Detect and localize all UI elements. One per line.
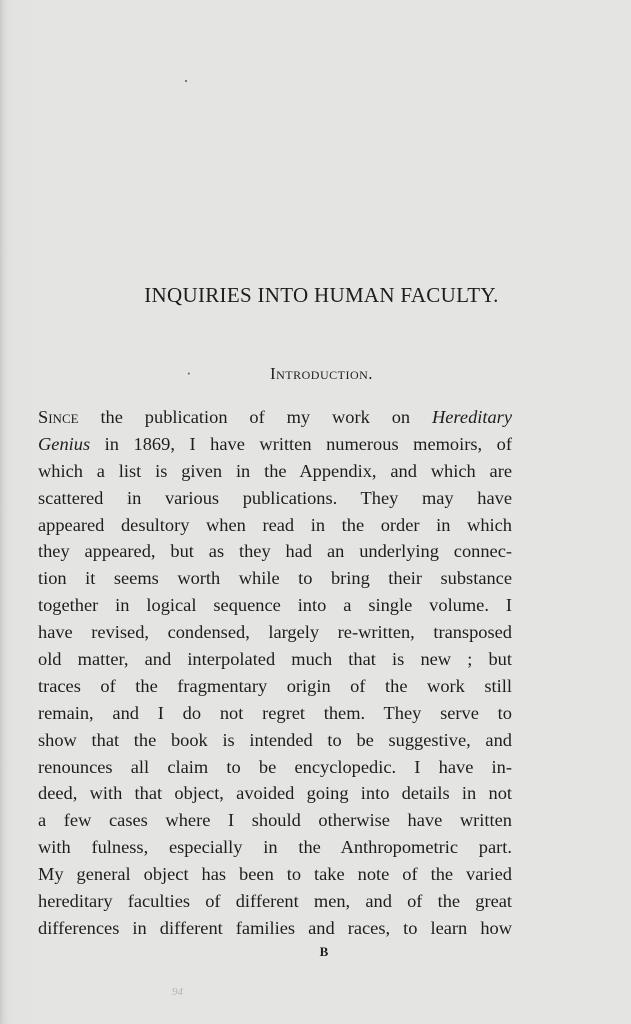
italic-text: Genius xyxy=(38,433,91,454)
signature-mark: B xyxy=(319,944,330,959)
text-run: they appeared, but as they had an underlying connec- xyxy=(38,541,512,562)
text-run: tion it seems worth while to bring their substance xyxy=(38,568,512,589)
text-line xyxy=(38,458,512,485)
text-line xyxy=(38,888,512,915)
text-run: the publication of my work on xyxy=(78,407,432,427)
text-run: renounces all claim to be encyclopedic. I have in- xyxy=(38,756,512,777)
text-line xyxy=(38,404,512,431)
text-line xyxy=(38,754,512,781)
text-run: My general object has been to take note of the varied xyxy=(38,864,512,885)
text-run: traces of the fragmentary origin of the work still xyxy=(38,675,512,696)
ink-speck xyxy=(185,80,187,82)
text-line xyxy=(38,619,512,646)
section-heading-text: Introduction. xyxy=(269,364,374,383)
text-run: appeared desultory when read in the order in which xyxy=(38,514,512,535)
small-caps-text: Since xyxy=(38,407,79,427)
text-line xyxy=(38,700,512,727)
text-line xyxy=(38,807,512,834)
text-line xyxy=(38,673,512,700)
page-title: INQUIRIES INTO HUMAN FACULTY. xyxy=(144,283,499,307)
pencil-mark: 94 xyxy=(172,986,183,998)
text-run: in 1869, I have written numerous memoirs, of xyxy=(90,433,512,454)
text-run: scattered in various publications. They may have xyxy=(38,487,512,508)
text-line xyxy=(38,861,512,888)
text-run: with fulness, especially in the Anthropometric part. xyxy=(38,837,512,858)
text-line xyxy=(38,512,512,539)
section-heading xyxy=(0,364,631,384)
text-line xyxy=(38,915,512,942)
text-run: which a list is given in the Appendix, and which are xyxy=(38,460,512,481)
text-run: hereditary faculties of different men, and of the great xyxy=(38,891,512,912)
text-run: a few cases where I should otherwise have written xyxy=(38,810,512,831)
section-mark: · xyxy=(186,364,193,383)
text-line xyxy=(38,727,512,754)
text-run: remain, and I do not regret them. They serve to xyxy=(38,702,512,723)
text-line xyxy=(38,780,512,807)
text-line xyxy=(38,565,512,592)
text-run: show that the book is intended to be suggestive, and xyxy=(38,729,512,750)
text-line xyxy=(38,485,512,512)
text-line xyxy=(38,431,512,458)
text-run: differences in different families and races, to learn how xyxy=(38,917,512,938)
text-line xyxy=(38,834,512,861)
italic-text: Hereditary xyxy=(431,407,512,427)
text-line xyxy=(38,538,512,565)
text-run: deed, with that object, avoided going into details in not xyxy=(38,783,512,804)
body-paragraph xyxy=(38,404,512,942)
text-line xyxy=(38,646,512,673)
text-run: have revised, condensed, largely re-written, transposed xyxy=(38,622,512,643)
text-line xyxy=(38,592,512,619)
text-run: old matter, and interpolated much that is new ; but xyxy=(38,649,512,670)
text-run: together in logical sequence into a single volume. I xyxy=(38,595,512,616)
